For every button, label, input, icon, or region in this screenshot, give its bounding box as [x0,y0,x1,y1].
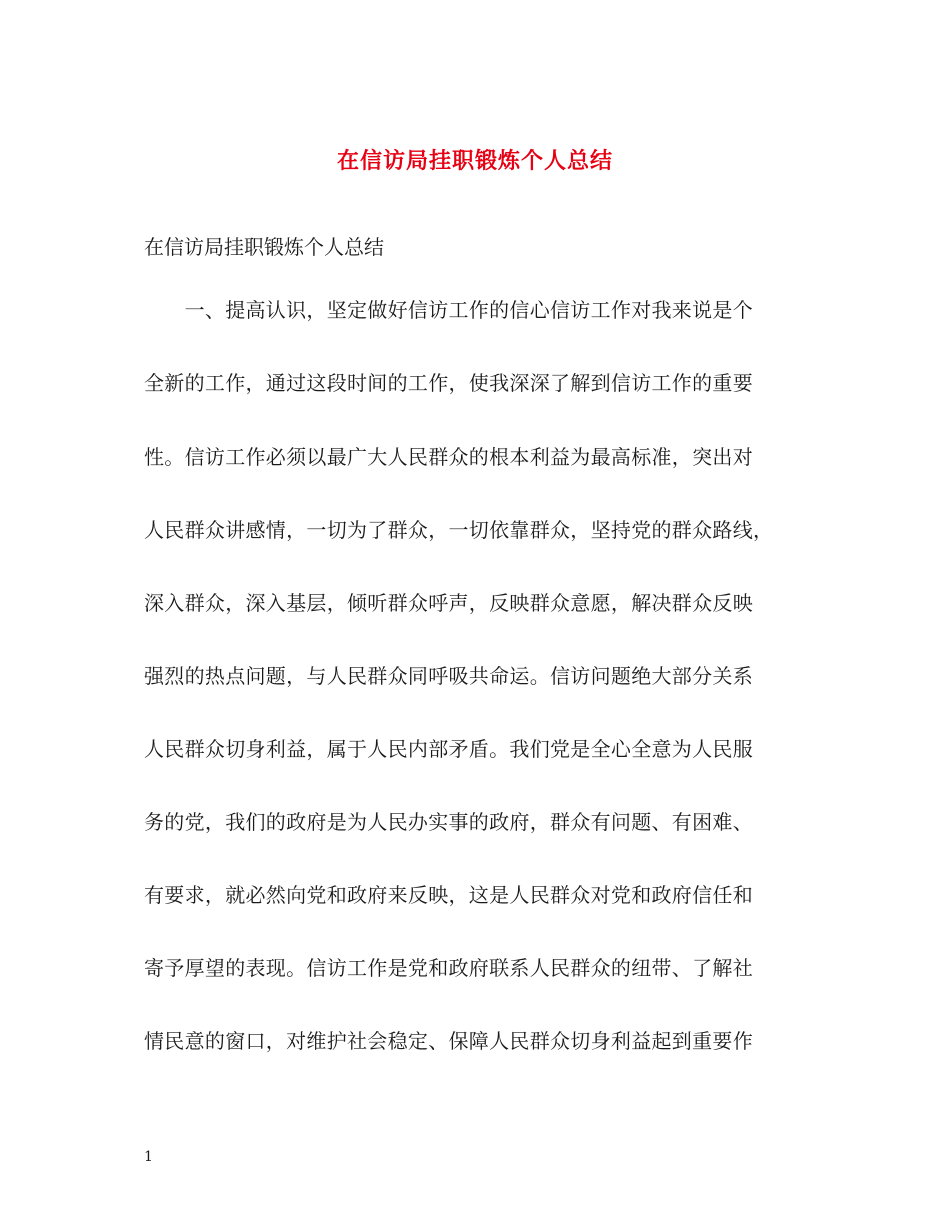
body-line-9: 有要求，就必然向党和政府来反映，这是人民群众对党和政府信任和 [144,883,753,907]
body-line-11: 情民意的窗口，对维护社会稳定、保障人民群众切身利益起到重要作 [144,1029,753,1053]
body-line-7: 人民群众切身利益，属于人民内部矛盾。我们党是全心全意为人民服 [144,737,753,761]
body-line-1: 一、提高认识，坚定做好信访工作的信心信访工作对我来说是个 [144,298,753,322]
body-line-2: 全新的工作，通过这段时间的工作，使我深深了解到信访工作的重要 [144,371,753,395]
body-line-8: 务的党，我们的政府是为人民办实事的政府，群众有问题、有困难、 [144,810,753,834]
body-line-4: 人民群众讲感情，一切为了群众，一切依靠群众，坚持党的群众路线， [144,518,774,542]
body-line-6: 强烈的热点问题，与人民群众同呼吸共命运。信访问题绝大部分关系 [144,664,753,688]
body-line-5: 深入群众，深入基层，倾听群众呼声，反映群众意愿，解决群众反映 [144,591,753,615]
body-line-10: 寄予厚望的表现。信访工作是党和政府联系人民群众的纽带、了解社 [144,956,753,980]
page-number: 1 [144,1149,153,1165]
document-title: 在信访局挂职锻炼个人总结 [336,148,613,174]
document-subheading: 在信访局挂职锻炼个人总结 [144,235,384,259]
body-line-3: 性。信访工作必须以最广大人民群众的根本利益为最高标准，突出对 [144,445,753,469]
